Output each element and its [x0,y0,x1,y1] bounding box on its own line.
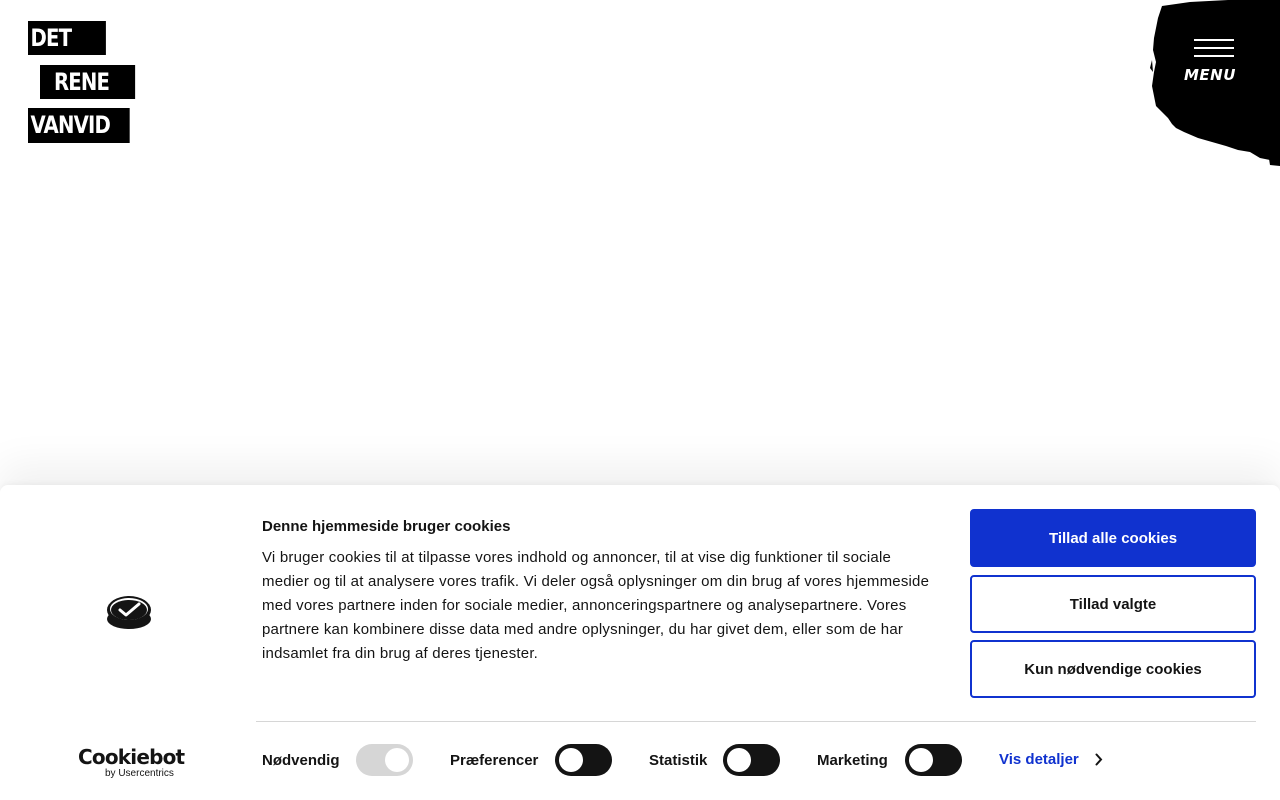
toggle-marketing[interactable] [905,744,962,776]
toggle-statistics[interactable] [723,744,780,776]
menu-button[interactable] [1150,0,1280,166]
cookie-banner-title: Denne hjemmeside bruger cookies [262,518,511,535]
consent-label-marketing: Marketing [817,751,888,769]
consent-label-necessary: Nødvendig [262,751,340,769]
show-details-label: Vis detaljer [999,751,1079,768]
cookiebot-name: Cookiebot [78,745,185,769]
cookie-consent-banner [0,485,1280,800]
necessary-only-button[interactable]: Kun nødvendige cookies [970,640,1256,698]
consent-item-necessary [262,744,340,776]
cookie-banner-text: Vi bruger cookies til at tilpasse vores indhold og annoncer, til at vise dig funktioner til sociale medier og til at analysere vores trafik. Vi deler også oplysninger om din brug af vores hjemmeside med vores partnere inden for sociale medier, annonceringspartnere og analysepartnere. Vores partnere kan kombinere disse data med andre oplysninger, du har givet dem, eller som de har indsamlet fra din brug af deres tjenester. [262,549,930,662]
consent-item-statistics [649,744,707,776]
cookiebot-brand-logo[interactable] [78,746,188,779]
chevron-right-icon [1095,753,1103,766]
menu-label: MENU [1184,66,1236,84]
allow-all-cookies-button[interactable]: Tillad alle cookies [970,509,1256,567]
toggle-necessary [356,744,413,776]
logo-word-vanvid: VANVID [28,108,130,143]
consent-item-preferences [450,744,538,776]
show-details-link[interactable] [999,751,1103,768]
hamburger-icon [1194,39,1234,59]
logo-word-det: DET [28,21,106,55]
consent-label-preferences: Præferencer [450,751,539,769]
consent-label-statistics: Statistik [649,751,708,769]
logo-word-rene: RENE [40,65,135,99]
toggle-preferences[interactable] [555,744,612,776]
cookie-logo-icon [106,594,152,630]
site-logo[interactable] [28,21,138,145]
allow-selected-button[interactable]: Tillad valgte [970,575,1256,633]
cookiebot-by: by Usercentrics [105,768,174,779]
consent-item-marketing [817,744,888,776]
banner-divider [256,721,1256,722]
